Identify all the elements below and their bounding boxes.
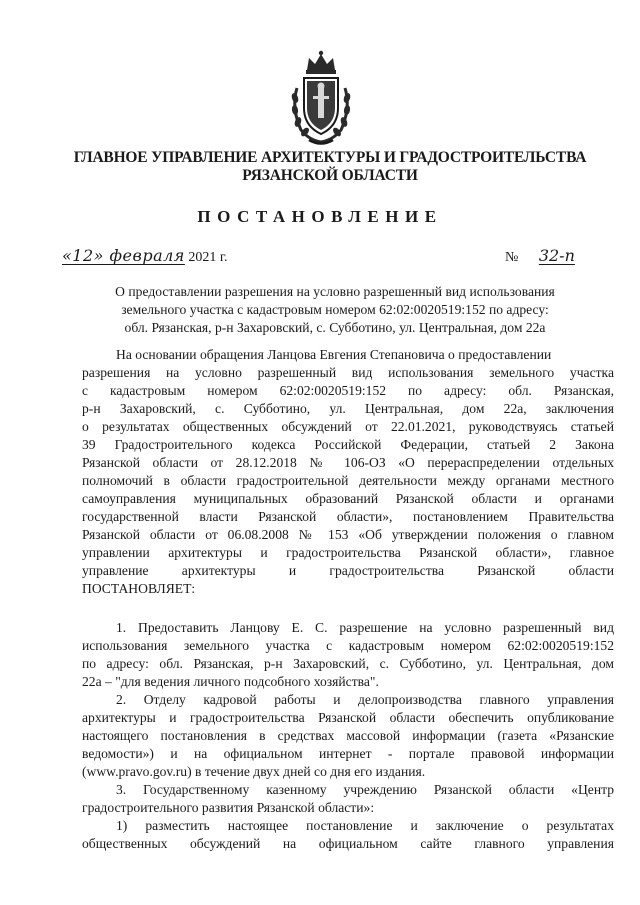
item-line: по адресу: обл. Рязанская, р-н Захаровский, с. Субботино, ул. Центральная, дом [82, 656, 614, 671]
preamble-line: управление архитектуры и градостроительства Рязанской области [82, 563, 614, 578]
organization-name-line2: РЯЗАНСКОЙ ОБЛАСТИ [242, 167, 418, 184]
document-date [62, 246, 228, 266]
item-line: 1. Предоставить Ланцову Е. С. разрешение на условно разрешенный вид [116, 620, 614, 635]
preamble-line: 39 Градостроительного кодекса Российской Федерации, статьей 2 Закона [82, 437, 614, 452]
date-year: 2021 г. [188, 250, 228, 265]
item-line: 3. Государственному казенному учреждению Рязанской области «Центр [116, 782, 614, 797]
item-line: 1) разместить настоящее постановление и заключение о результатах [116, 818, 614, 833]
document-subject [70, 283, 600, 337]
document-type-title: ПОСТАНОВЛЕНИЕ [197, 207, 443, 226]
item-line: общественных обсуждений на официальном сайте главного управления [82, 836, 614, 851]
preamble-paragraph [82, 346, 614, 598]
document-number [505, 246, 592, 266]
coat-of-arms-icon [287, 48, 355, 148]
preamble-line: самоуправления муниципальных образований Рязанской области и органами [82, 491, 614, 506]
subject-line: обл. Рязанская, р-н Захаровский, с. Субботино, ул. Центральная, дом 22а [124, 320, 546, 335]
subject-line: земельного участка с кадастровым номером 62:02:0020519:152 по адресу: [121, 302, 549, 317]
item-line: архитектуры и градостроительства Рязанской области обеспечить опубликование [82, 710, 614, 725]
organization-name-line1: ГЛАВНОЕ УПРАВЛЕНИЕ АРХИТЕКТУРЫ И ГРАДОСТРОИТЕЛЬСТВА [73, 149, 587, 166]
item-line: использования земельного участка с кадастровым номером 62:02:0020519:152 [82, 638, 614, 653]
preamble-line: Рязанской области от 28.12.2018 № 106-ОЗ «О перераспределении отдельных [82, 455, 614, 470]
preamble-line: государственной власти Рязанской области», постановлением Правительства [82, 509, 614, 524]
preamble-line: полномочий в области градостроительной деятельности между органами местного [82, 473, 614, 488]
item-line: настоящего постановления в средствах массовой информации (газета «Рязанские [82, 728, 614, 743]
item-line: 2. Отделу кадровой работы и делопроизводства главного управления [116, 692, 614, 707]
item-line: ведомости») и на официальном интернет - портале правовой информации [82, 746, 614, 761]
preamble-line: о результатах общественных обсуждений от 22.01.2021, руководствуясь статьей [82, 419, 614, 434]
subject-line: О предоставлении разрешения на условно разрешенный вид использования [115, 284, 555, 299]
preamble-line: р-н Захаровский, с. Субботино, ул. Центральная, дом 22а, заключения [82, 401, 614, 416]
preamble-line: На основании обращения Ланцова Евгения Степановича о предоставлении [116, 347, 552, 362]
handwritten-date: «12» февраля [62, 246, 185, 265]
handwritten-number: 32-п [538, 246, 575, 265]
item-line: градостроительного развития Рязанской области»: [82, 800, 375, 815]
item-line: 22а – "для ведения личного подсобного хозяйства". [82, 674, 379, 689]
preamble-line: с кадастровым номером 62:02:0020519:152 по адресу: обл. Рязанская, [82, 383, 614, 398]
preamble-line: Рязанской области от 06.08.2008 № 153 «Об утверждении положения о главном [82, 527, 614, 542]
number-label: № [505, 250, 519, 265]
resolution-items [82, 619, 614, 853]
item-line: (www.pravo.gov.ru) в течение двух дней со дня его издания. [82, 764, 426, 779]
resolves-keyword: ПОСТАНОВЛЯЕТ: [82, 581, 196, 596]
preamble-line: разрешения на условно разрешенный вид использования земельного участка [82, 365, 614, 380]
preamble-line: управлении архитектуры и градостроительства Рязанской области», главное [82, 545, 614, 560]
